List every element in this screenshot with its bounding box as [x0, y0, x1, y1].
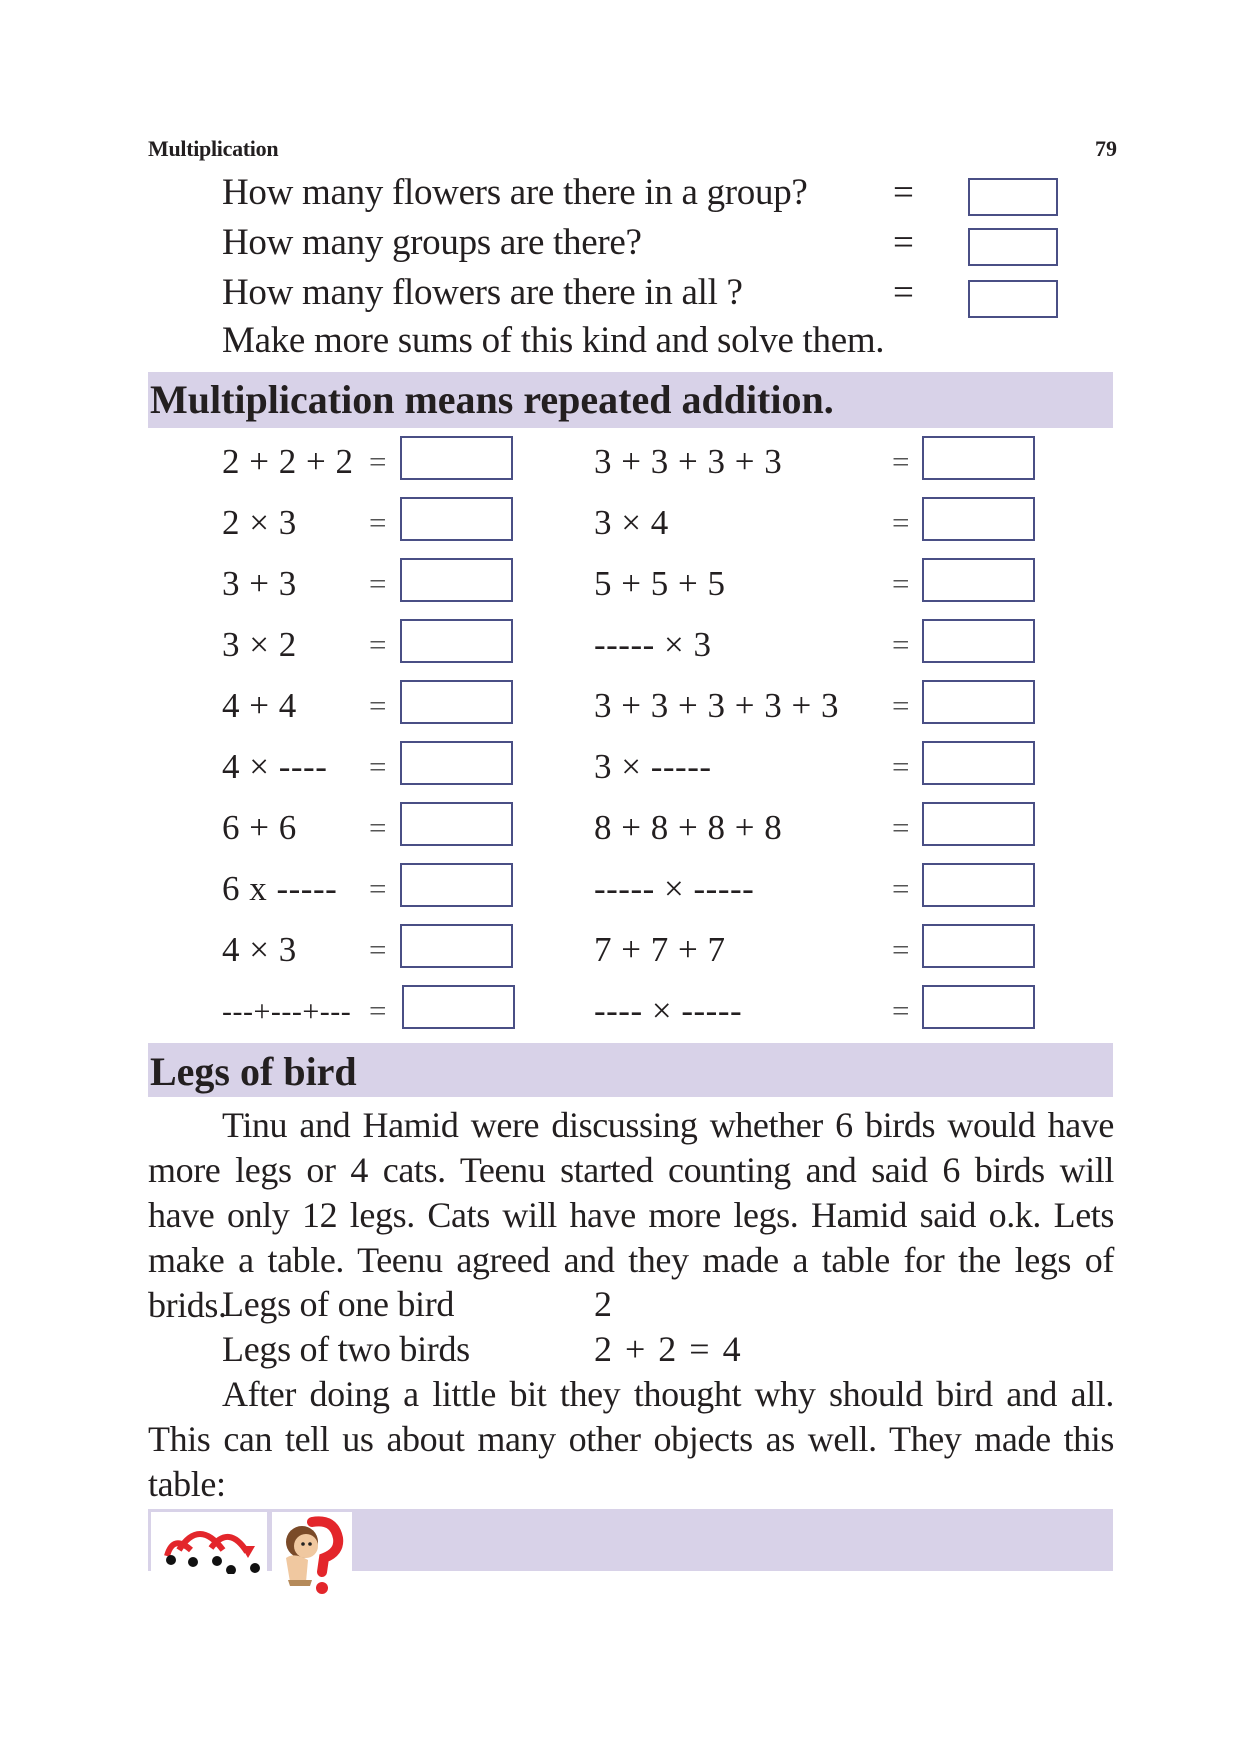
- section-title-repeated-addition: Multiplication means repeated addition.: [150, 377, 834, 422]
- equals-sign: =: [369, 932, 387, 967]
- expression-left: 6 + 6: [222, 808, 297, 847]
- answer-box-left[interactable]: [400, 802, 513, 846]
- answer-box-flowers-per-group[interactable]: [968, 178, 1058, 216]
- answer-box-left[interactable]: [400, 558, 513, 602]
- equals-sign: =: [893, 172, 914, 213]
- paragraph-conclusion: [148, 1372, 1114, 1507]
- section-band-legs-of-bird: [148, 1043, 1113, 1097]
- equals-sign: =: [369, 810, 387, 845]
- section-title-legs-of-bird: Legs of bird: [150, 1049, 357, 1094]
- instruction-text: Make more sums of this kind and solve them.: [222, 320, 885, 361]
- expression-left: ---+---+---: [222, 995, 352, 1028]
- equals-sign: =: [892, 505, 910, 540]
- equals-sign: =: [369, 627, 387, 662]
- expression-right: 3 × -----: [594, 747, 712, 786]
- expression-left: 2 + 2 + 2: [222, 442, 354, 481]
- answer-box-groups-count[interactable]: [968, 228, 1058, 266]
- paragraph-conclusion-text: After doing a little bit they thought why should bird and all. This can tell us about many other objects as well. They made this table:: [148, 1374, 1114, 1504]
- equals-sign: =: [892, 871, 910, 906]
- equals-sign: =: [369, 444, 387, 479]
- answer-box-right[interactable]: [922, 680, 1035, 724]
- running-header-title: Multiplication: [148, 136, 279, 161]
- number-line-jump-icon: [151, 1512, 267, 1574]
- equals-sign: =: [369, 871, 387, 906]
- equals-sign: =: [893, 272, 914, 313]
- exercise-row: [0, 625, 1240, 685]
- expression-right: ---- × -----: [594, 991, 743, 1030]
- equals-sign: =: [892, 566, 910, 601]
- exercise-row: [0, 808, 1240, 868]
- answer-box-left[interactable]: [400, 863, 513, 907]
- answer-box-left[interactable]: [400, 741, 513, 785]
- exercise-row: [0, 747, 1240, 807]
- answer-box-right[interactable]: [922, 741, 1035, 785]
- legs-two-birds-label: Legs of two birds: [222, 1329, 470, 1369]
- question-groups-count: How many groups are there?: [222, 222, 642, 263]
- expression-right: 5 + 5 + 5: [594, 564, 726, 603]
- legs-one-bird-value: 2: [594, 1284, 614, 1324]
- equals-sign: =: [369, 505, 387, 540]
- thinking-child-question-icon: [272, 1512, 352, 1596]
- expression-left: 2 × 3: [222, 503, 297, 542]
- question-flowers-total: How many flowers are there in all ?: [222, 272, 743, 313]
- equals-sign: =: [892, 749, 910, 784]
- exercise-row: [0, 442, 1240, 502]
- answer-box-right[interactable]: [922, 619, 1035, 663]
- answer-box-right[interactable]: [922, 497, 1035, 541]
- paragraph-discussion-text: Tinu and Hamid were discussing whether 6 birds would have more legs or 4 cats. Teenu started counting and said 6 birds will have only 12 legs. Cats will have more legs. Hamid said o.k. Lets make a table. Teenu agreed and they made a table for the legs of brids.: [148, 1105, 1114, 1325]
- answer-box-left[interactable]: [400, 924, 513, 968]
- answer-box-left[interactable]: [400, 619, 513, 663]
- equals-sign: =: [369, 566, 387, 601]
- legs-one-bird-label: Legs of one bird: [222, 1284, 455, 1324]
- expression-left: 3 + 3: [222, 564, 297, 603]
- legs-two-birds-value: 2 + 2 = 4: [594, 1329, 743, 1369]
- answer-box-right[interactable]: [922, 802, 1035, 846]
- expression-right: 3 + 3 + 3 + 3 + 3: [594, 686, 839, 725]
- expression-right: 3 + 3 + 3 + 3: [594, 442, 783, 481]
- expression-left: 3 × 2: [222, 625, 297, 664]
- expression-right: 8 + 8 + 8 + 8: [594, 808, 783, 847]
- exercise-row: [0, 564, 1240, 624]
- expression-left: 4 × 3: [222, 930, 297, 969]
- answer-box-left[interactable]: [402, 985, 515, 1029]
- answer-box-right[interactable]: [922, 558, 1035, 602]
- expression-left: 4 + 4: [222, 686, 297, 725]
- answer-box-right[interactable]: [922, 924, 1035, 968]
- equals-sign: =: [892, 627, 910, 662]
- expression-right: ----- × -----: [594, 869, 755, 908]
- answer-box-right[interactable]: [922, 985, 1035, 1029]
- answer-box-left[interactable]: [400, 680, 513, 724]
- equals-sign: =: [893, 222, 914, 263]
- equals-sign: =: [892, 688, 910, 723]
- equals-sign: =: [369, 749, 387, 784]
- exercise-row: [0, 686, 1240, 746]
- expression-right: 7 + 7 + 7: [594, 930, 726, 969]
- answer-box-right[interactable]: [922, 436, 1035, 480]
- equals-sign: =: [369, 993, 387, 1028]
- equals-sign: =: [892, 932, 910, 967]
- expression-left: 6 x -----: [222, 869, 338, 908]
- equals-sign: =: [892, 993, 910, 1028]
- answer-box-right[interactable]: [922, 863, 1035, 907]
- answer-box-left[interactable]: [400, 436, 513, 480]
- answer-box-flowers-total[interactable]: [968, 280, 1058, 318]
- equals-sign: =: [892, 810, 910, 845]
- answer-box-left[interactable]: [400, 497, 513, 541]
- expression-left: 4 × ----: [222, 747, 328, 786]
- exercise-row: [0, 991, 1240, 1051]
- equals-sign: =: [892, 444, 910, 479]
- exercise-row: [0, 930, 1240, 990]
- exercise-row: [0, 869, 1240, 929]
- page-number: 79: [1095, 136, 1117, 161]
- question-flowers-per-group: How many flowers are there in a group?: [222, 172, 808, 213]
- expression-right: ----- × 3: [594, 625, 712, 664]
- exercise-row: [0, 503, 1240, 563]
- expression-right: 3 × 4: [594, 503, 669, 542]
- section-band-repeated-addition: [148, 372, 1113, 428]
- equals-sign: =: [369, 688, 387, 723]
